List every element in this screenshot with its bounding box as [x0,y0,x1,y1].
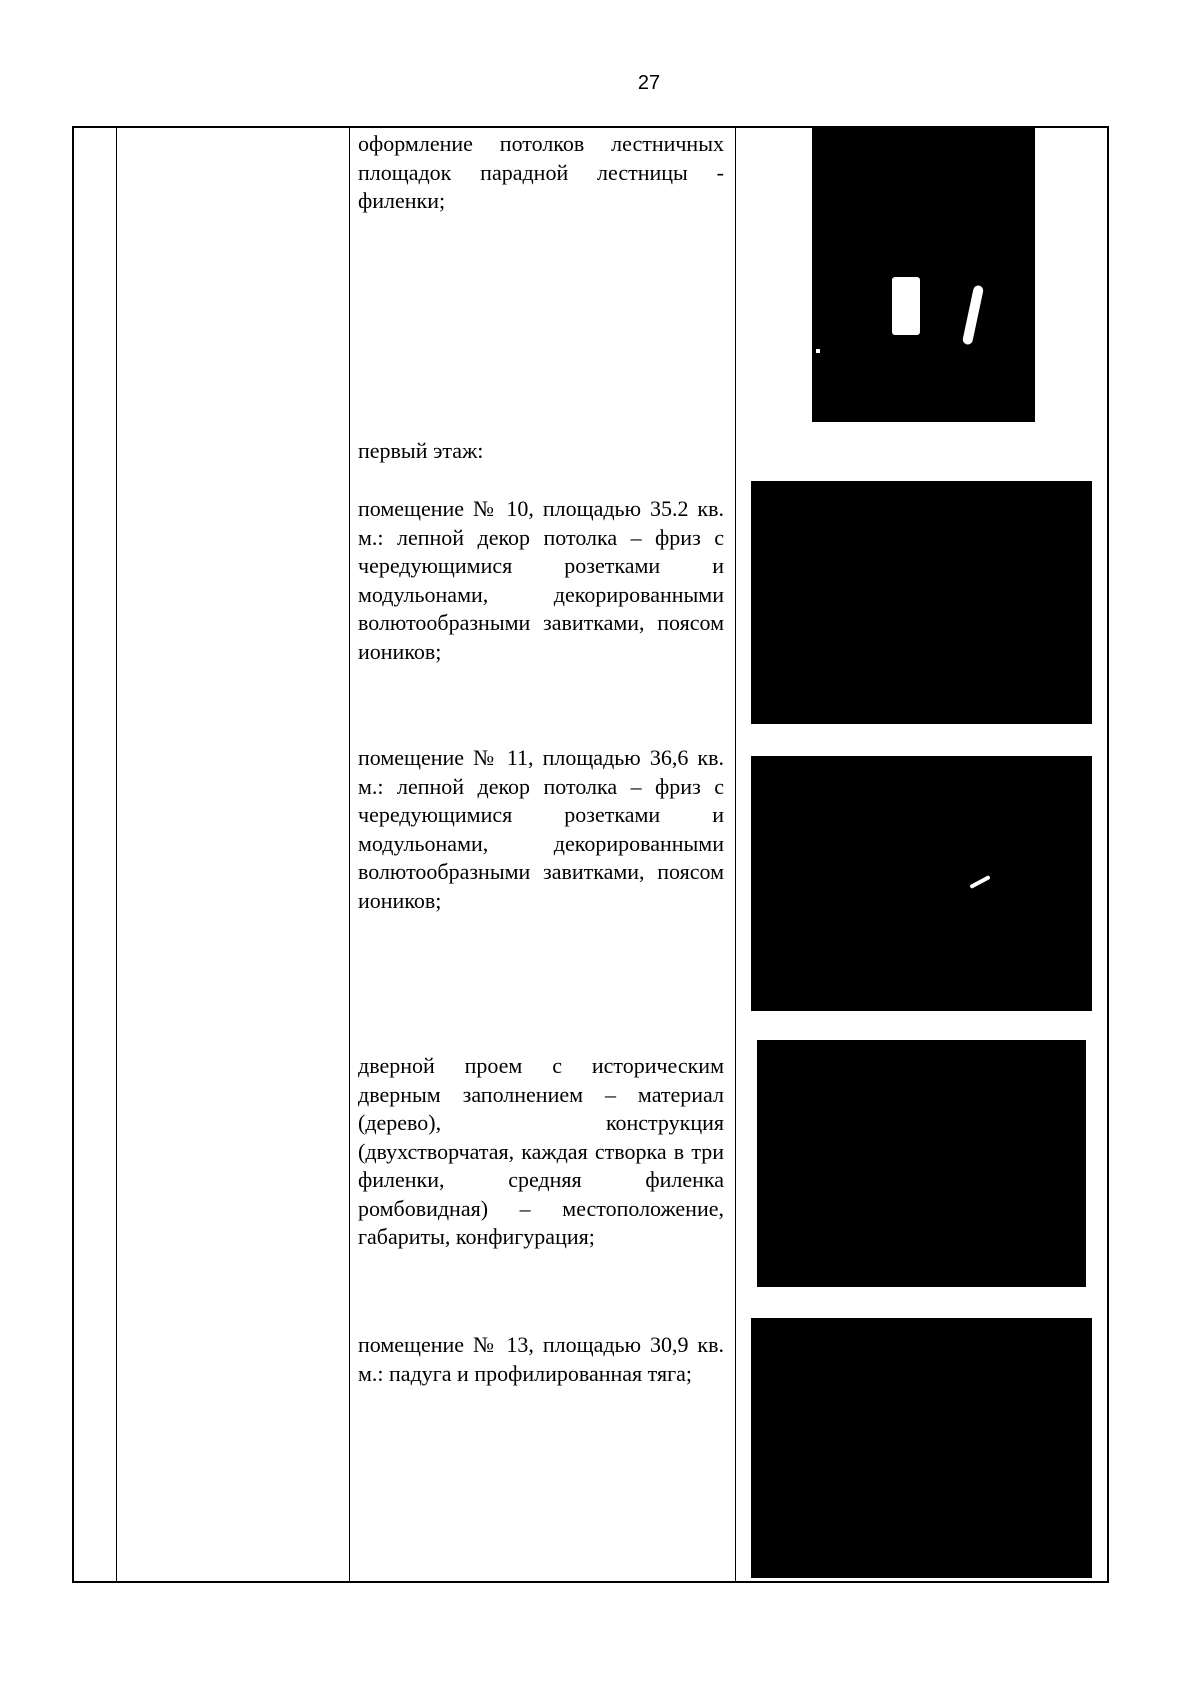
row-text-first-floor: первый этаж: [358,438,484,463]
row-text-stair-ceilings: оформление потолков лестничных площадок парадной лестницы - филенки; [358,131,724,213]
photo-room-11 [751,756,1092,1011]
photo-room-10 [751,481,1092,724]
photo-highlight [969,875,990,889]
row-text-room-11: помещение № 11, площадью 36,6 кв. м.: лепной декор потолка – фриз с чередующимися розетками и модульонами, декорированными волютообразными завитками, поясом иоников; [358,745,724,913]
row-text-room-13: помещение № 13, площадью 30,9 кв. м.: падуга и профилированная тяга; [358,1332,724,1386]
photo-room-13 [751,1318,1092,1578]
column-divider-2 [349,128,350,1581]
page-number: 27 [637,72,661,94]
row-text-room-10: помещение № 10, площадью 35.2 кв. м.: лепной декор потолка – фриз с чередующимися розетками и модульонами, декорированными волютообразными завитками, поясом иоников; [358,496,724,664]
photo-doorway [757,1040,1086,1287]
photo-highlight [962,285,984,346]
column-divider-3 [735,128,736,1581]
photo-highlight [816,349,820,353]
photo-stair-ceiling [812,127,1035,422]
column-divider-1 [116,128,117,1581]
photo-highlight [892,277,920,335]
row-text-doorway: дверной проем с историческим дверным заполнением – материал (дерево), конструкция (двухстворчатая, каждая створка в три филенки, средняя филенка ромбовидная) – местоположение, габариты, конфигурация; [358,1053,724,1249]
